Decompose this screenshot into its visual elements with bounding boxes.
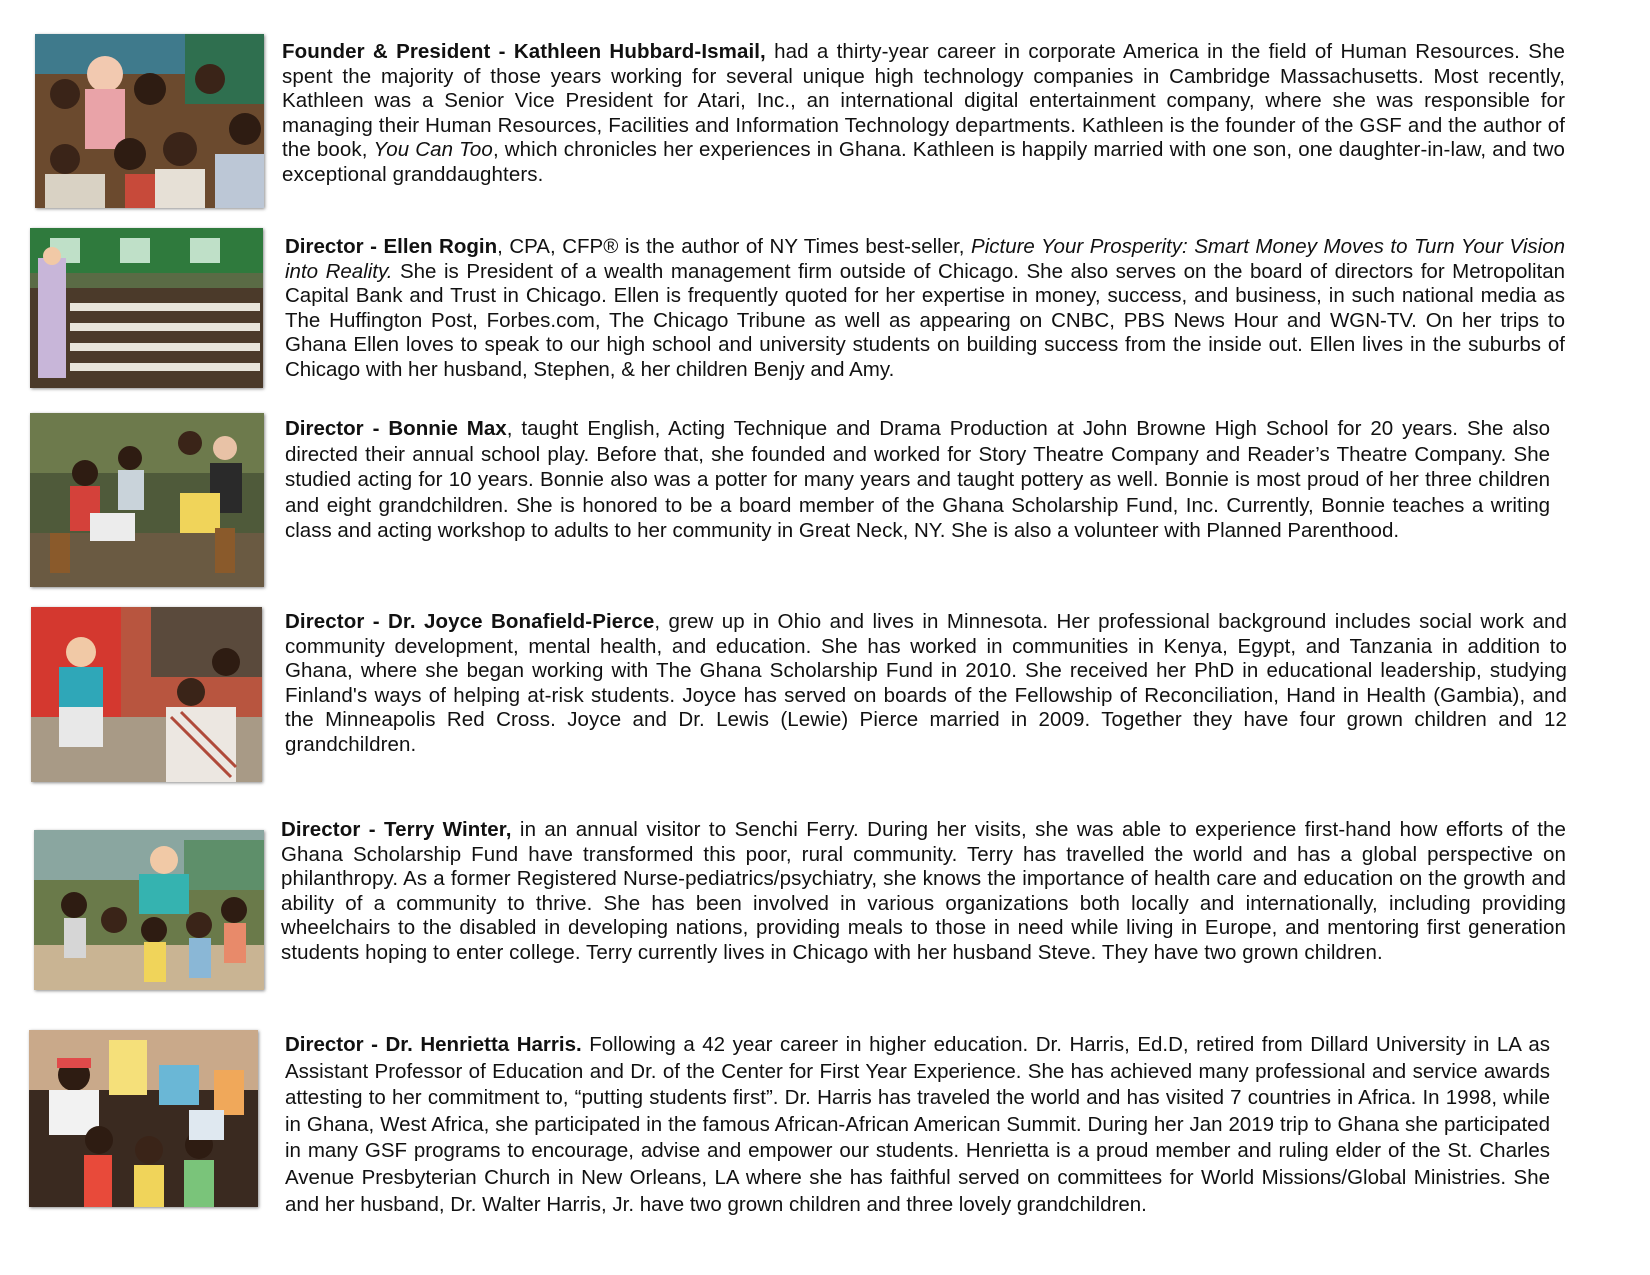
ellen-photo bbox=[30, 228, 263, 388]
bio-text bbox=[282, 40, 1565, 188]
book-title: You Can Too bbox=[373, 138, 493, 162]
kathleen-photo bbox=[35, 34, 264, 208]
bio-text bbox=[285, 416, 1550, 544]
terry-photo bbox=[34, 830, 264, 990]
bio-name: Director - Terry Winter, bbox=[281, 818, 512, 841]
henrietta-photo bbox=[29, 1030, 258, 1207]
bio-segment: , grew up in Ohio and lives in Minnesota. Her professional background includes social work and community development, mental health, and education. She has worked in communities in Kenya, Egypt, and Tanzania in addition to Ghana, where she began working with The Ghana Scholarship Fund in 2010. She received her PhD in educational leadership, studying Finland's ways of helping at-risk students. Joyce has served on boards of the Fellowship of Reconciliation, Hand in Health (Gambia), and the Minneapolis Red Cross. Joyce and Dr. Lewis (Lewie) Pierce married in 2009. Together they have four grown children and 12 grandchildren. bbox=[285, 610, 1567, 756]
bonnie-photo bbox=[30, 413, 264, 587]
bio-segment: in an annual visitor to Senchi Ferry. During her visits, she was able to experience first-hand how efforts of the Ghana Scholarship Fund have transformed this poor, rural community. Terry has travelled the world and has a global perspective on philanthropy. As a former Registered Nurse-pediatrics/psychiatry, she knows the importance of health care and education on the growth and ability of a community to thrive. She has been involved in various organizations both locally and internationally, including providing wheelchairs to the disabled in developing nations, providing meals to those in need while living in Europe, and mentoring first generation students hoping to enter college. Terry currently lives in Chicago with her husband Steve. They have two grown children. bbox=[281, 818, 1566, 964]
bio-name: Director - Bonnie Max bbox=[285, 417, 507, 440]
bio-segment: Following a 42 year career in higher education. Dr. Harris, Ed.D, retired from Dillard University in LA as Assistant Professor of Education and Dr. of the Center for First Year Experience. She has achieved many professional and service awards attesting to her commitment to, “putting students first”. Dr. Harris has traveled the world and has visited 7 countries in Africa. In 1998, while in Ghana, West Africa, she participated in the famous African-African American Summit. During her Jan 2019 trip to Ghana she participated in many GSF programs to encourage, advise and empower our students. Henrietta is a proud member and ruling elder of the St. Charles Avenue Presbyterian Church in New Orleans, LA where she has faithful served on committees for World Missions/Global Ministries. She and her husband, Dr. Walter Harris, Jr. have two grown children and three lovely grandchildren. bbox=[285, 1033, 1550, 1216]
bio-name: Director - Dr. Henrietta Harris. bbox=[285, 1033, 582, 1056]
bio-segment: She is President of a wealth management firm outside of Chicago. She also serves on the board of directors for Metropolitan Capital Bank and Trust in Chicago. Ellen is frequently quoted for her expertise in money, success, and business, in such national media as The Huffington Post, Forbes.com, The Chicago Tribune as well as appearing on CNBC, PBS News Hour and WGN-TV. On her trips to Ghana Ellen loves to speak to our high school and university students on building success from the inside out. Ellen lives in the suburbs of Chicago with her husband, Stephen, & her children Benjy and Amy. bbox=[285, 259, 1565, 380]
bio-name: Director - Dr. Joyce Bonafield-Pierce bbox=[285, 610, 655, 633]
book-title: Picture Your Prosperity: Smart Money Moves to Turn Your Vision into Reality. bbox=[285, 235, 1565, 283]
bio-name: Founder & President - Kathleen Hubbard-Ismail, bbox=[282, 40, 766, 63]
bio-segment: , which chronicles her experiences in Ghana. Kathleen is happily married with one son, one daughter-in-law, and two exceptional granddaughters. bbox=[282, 138, 1565, 186]
bio-text bbox=[285, 235, 1565, 380]
bio-segment: , CPA, CFP® is the author of NY Times best-seller, bbox=[497, 235, 972, 258]
bio-text bbox=[285, 1032, 1550, 1218]
bio-segment: , taught English, Acting Technique and Drama Production at John Browne High School for 20 years. She also directed their annual school play. Before that, she founded and worked for Story Theatre Company and Reader’s Theatre Company. She studied acting for 10 years. Bonnie also was a potter for many years and taught pottery as well. Bonnie is most proud of her three children and eight grandchildren. She is honored to be a board member of the Ghana Scholarship Fund, Inc. Currently, Bonnie teaches a writing class and acting workshop to adults to her community in Great Neck, NY. She is also a volunteer with Planned Parenthood. bbox=[285, 417, 1550, 543]
bio-segment: had a thirty-year career in corporate America in the field of Human Resources. She spent the majority of those years working for several unique high technology companies in Cambridge Massachusetts. Most recently, Kathleen was a Senior Vice President for Atari, Inc., an international digital entertainment company, where she was responsible for managing their Human Resources, Facilities and Information Technology departments. Kathleen is the founder of the GSF and the author of the book, bbox=[282, 40, 1565, 162]
bio-text bbox=[285, 610, 1567, 758]
joyce-photo bbox=[31, 607, 262, 782]
bio-text bbox=[281, 818, 1566, 966]
bio-name: Director - Ellen Rogin bbox=[285, 235, 498, 258]
